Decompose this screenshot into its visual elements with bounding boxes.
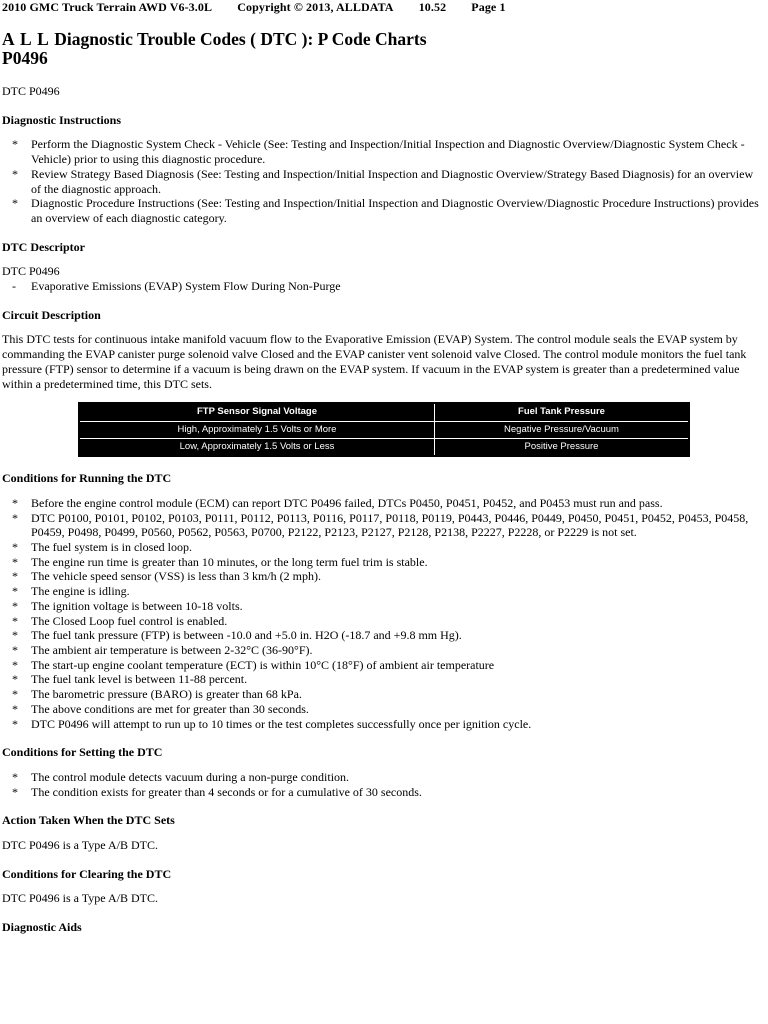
title-line-1 [2, 30, 427, 49]
conditions-setting-heading: Conditions for Setting the DTC [2, 745, 163, 760]
conditions-setting-list [2, 770, 762, 799]
action-taken-heading: Action Taken When the DTC Sets [2, 813, 175, 828]
bullet-mark: * [12, 687, 18, 702]
bullet-mark: * [12, 628, 18, 643]
descriptor-line [2, 279, 762, 294]
list-item [2, 770, 762, 785]
descriptor-text: Evaporative Emissions (EVAP) System Flow During Non-Purge [31, 279, 341, 294]
dtc-heading: DTC P0496 [2, 84, 60, 98]
bullet-mark: * [12, 137, 18, 152]
list-item [2, 687, 762, 702]
list-item-text: DTC P0100, P0101, P0102, P0103, P0111, P0112, P0113, P0116, P0117, P0118, P0119, P0443, P0446, P0449, P0450, P0451, P0452, P0453, P0458, P0459, P0498, P0499, P0560, P0562, P0563, P0700, P2122, P2123, P2127, P2128, P2138, P2227, P2228, or P2229 is not set. [31, 510, 749, 540]
circuit-description-heading: Circuit Description [2, 307, 101, 322]
title-rest: Diagnostic Trouble Codes ( DTC ): P Code Charts [49, 29, 427, 49]
table-row [79, 439, 689, 457]
diagnostic-aids-section [2, 920, 762, 935]
list-item-text: The barometric pressure (BARO) is greater than 68 kPa. [31, 687, 302, 702]
list-item [2, 540, 762, 555]
list-item-text: Before the engine control module (ECM) can report DTC P0496 failed, DTCs P0450, P0451, P0452, and P0453 must run and pass. [31, 495, 663, 510]
table-header-cell: FTP Sensor Signal Voltage [79, 403, 435, 422]
list-item-text: Perform the Diagnostic System Check - Vehicle (See: Testing and Inspection/Initial Inspection and Diagnostic Overview/Diagnostic System Check - Vehicle) prior to using this diagnostic procedure. [31, 137, 745, 167]
list-item [2, 643, 762, 658]
list-item [2, 628, 762, 643]
diagnostic-instructions-list [2, 137, 762, 225]
bullet-mark: * [12, 769, 18, 784]
list-item-text: DTC P0496 will attempt to run up to 10 times or the test completes successfully once per ignition cycle. [31, 716, 532, 731]
list-item [2, 196, 762, 225]
table-row [79, 422, 689, 439]
conditions-setting-section [2, 745, 762, 799]
dtc-descriptor-section [2, 240, 762, 294]
ftp-voltage-table [78, 402, 690, 457]
table-cell: Low, Approximately 1.5 Volts or Less [79, 439, 435, 457]
list-item [2, 137, 762, 166]
document-title [2, 30, 427, 68]
header-page-number: Page 1 [471, 0, 506, 14]
list-item [2, 785, 762, 800]
list-item-text: The ambient air temperature is between 2-32°C (36-90°F). [31, 642, 313, 657]
header-vehicle: 2010 GMC Truck Terrain AWD V6-3.0L [2, 0, 213, 14]
conditions-running-section [2, 471, 762, 731]
list-item-text: The fuel system is in closed loop. [31, 540, 192, 555]
list-item-text: The start-up engine coolant temperature (ECT) is within 10°C (18°F) of ambient air temperature [31, 657, 495, 672]
circuit-description-text: This DTC tests for continuous intake manifold vacuum flow to the Evaporative Emission (EVAP) System. The control module seals the EVAP system by commanding the EVAP canister purge solenoid valve Closed and the EVAP canister vent solenoid valve Closed. The control module monitors the fuel tank pressure (FTP) sensor to determine if a vacuum is being drawn on the EVAP system. If vacuum in the EVAP system is greater than a predetermined value within a predetermined time, this DTC sets. [2, 332, 747, 391]
bullet-mark: * [12, 642, 18, 657]
bullet-mark: * [12, 569, 18, 584]
list-item [2, 658, 762, 673]
bullet-mark: * [12, 716, 18, 731]
dash-mark: - [12, 279, 16, 294]
conditions-clearing-section [2, 867, 762, 906]
list-item [2, 599, 762, 614]
title-line-2: P0496 [2, 48, 48, 68]
diagnostic-instructions-heading: Diagnostic Instructions [2, 112, 122, 127]
page-header [2, 0, 528, 15]
list-item-text: The engine is idling. [31, 584, 130, 599]
list-item-text: The vehicle speed sensor (VSS) is less than 3 km/h (2 mph). [31, 569, 321, 584]
list-item-text: The above conditions are met for greater than 30 seconds. [31, 701, 309, 716]
bullet-mark: * [12, 196, 18, 211]
bullet-mark: * [12, 540, 18, 555]
list-item [2, 167, 762, 196]
bullet-mark: * [12, 701, 18, 716]
list-item-text: Diagnostic Procedure Instructions (See: Testing and Inspection/Initial Inspection and Diagnostic Overview/Diagnostic Procedure Instructions) provides an overview of each diagnostic category. [31, 196, 759, 225]
list-item-text: The Closed Loop fuel control is enabled. [31, 613, 228, 628]
table-cell: Negative Pressure/Vacuum [435, 422, 690, 439]
list-item-text: The ignition voltage is between 10-18 volts. [31, 598, 243, 613]
bullet-mark: * [12, 554, 18, 569]
bullet-mark: * [12, 672, 18, 687]
bullet-mark: * [12, 598, 18, 613]
bullet-mark: * [12, 495, 18, 510]
list-item-text: Review Strategy Based Diagnosis (See: Testing and Inspection/Initial Inspection and Diagnostic Overview/Strategy Based Diagnosis) for an overview of the diagnostic approach. [31, 166, 754, 196]
conditions-clearing-heading: Conditions for Clearing the DTC [2, 866, 172, 881]
list-item-text: The condition exists for greater than 4 seconds or for a cumulative of 30 seconds. [31, 784, 422, 799]
list-item-text: The fuel tank level is between 11-88 percent. [31, 672, 248, 687]
conditions-clearing-text: DTC P0496 is a Type A/B DTC. [2, 891, 158, 906]
list-item [2, 672, 762, 687]
bullet-mark: * [12, 784, 18, 799]
dtc-heading-section [2, 84, 762, 99]
list-item [2, 496, 762, 511]
list-item [2, 702, 762, 717]
list-item [2, 614, 762, 629]
list-item [2, 569, 762, 584]
list-item-text: The control module detects vacuum during a non-purge condition. [31, 769, 350, 784]
table-header-row [79, 403, 689, 422]
bullet-mark: * [12, 510, 18, 525]
list-item [2, 717, 762, 732]
list-item-text: The fuel tank pressure (FTP) is between -10.0 and +5.0 in. H2O (-18.7 and +9.8 mm Hg). [31, 628, 462, 643]
document-body [2, 84, 762, 949]
bullet-mark: * [12, 166, 18, 181]
header-version: 10.52 [418, 0, 447, 14]
diagnostic-instructions-section [2, 113, 762, 226]
table-cell: Positive Pressure [435, 439, 690, 457]
title-prefix: A L L [2, 29, 50, 49]
dtc-descriptor-heading: DTC Descriptor [2, 239, 85, 254]
table-cell: High, Approximately 1.5 Volts or More [79, 422, 435, 439]
list-item [2, 584, 762, 599]
bullet-mark: * [12, 613, 18, 628]
bullet-mark: * [12, 584, 18, 599]
action-taken-text: DTC P0496 is a Type A/B DTC. [2, 838, 158, 853]
conditions-running-heading: Conditions for Running the DTC [2, 471, 172, 486]
list-item-text: The engine run time is greater than 10 minutes, or the long term fuel trim is stable. [31, 554, 428, 569]
conditions-running-list [2, 496, 762, 731]
circuit-description-section [2, 308, 762, 392]
table-header-cell: Fuel Tank Pressure [435, 403, 690, 422]
header-copyright: Copyright © 2013, ALLDATA [237, 0, 394, 14]
list-item [2, 511, 762, 540]
list-item [2, 555, 762, 570]
bullet-mark: * [12, 657, 18, 672]
descriptor-code: DTC P0496 [2, 264, 60, 279]
action-taken-section [2, 813, 762, 852]
diagnostic-aids-heading: Diagnostic Aids [2, 920, 82, 935]
